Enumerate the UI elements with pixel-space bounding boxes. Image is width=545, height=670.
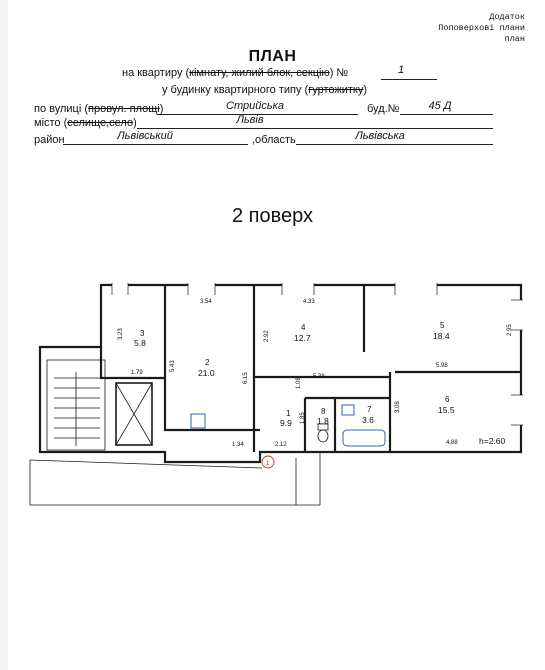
dim-308: 3.08 [395,401,401,413]
apartment-suffix: ) № [329,67,349,79]
ceiling-height: h=2.60 [479,436,506,446]
room-8-number: 8 [321,407,326,416]
street-label-struck: провул. площі [88,103,160,115]
appendix-line-3: план [504,34,525,44]
room-3-number: 3 [140,329,145,338]
window-marks [112,285,521,425]
appendix-line-1: Додаток [489,12,525,22]
dim-543: 5.43 [170,360,176,372]
city-value: Львів [236,114,264,126]
window-sills [112,283,523,425]
outer-wall [40,285,521,462]
dim-538: 5.38 [313,374,325,380]
room-4-area: 12.7 [294,333,311,343]
dim-212: 2.12 [275,442,287,448]
city-label-end: ) [133,117,137,129]
dim-134: 1.34 [232,442,244,448]
room-8-area: 1.8 [317,416,329,426]
room-6-area: 15.5 [438,405,455,415]
entrance-marker-number: 1 [266,461,270,467]
room-5-area: 18.4 [433,331,450,341]
toilet-icon [318,424,328,442]
staircase [47,360,105,450]
exterior-strip [30,452,320,505]
room-1-number: 1 [286,409,291,418]
room-5-number: 5 [440,321,445,330]
elevator-shaft [116,383,152,445]
street-value: Стрийська [226,100,284,112]
building-suffix: ) [363,84,368,96]
floor-title: 2 поверх [231,205,314,227]
dim-185: 1.85 [300,412,306,424]
room-2-number: 2 [205,358,210,367]
plan-title: ПЛАН [248,48,297,65]
dim-323: 3.23 [118,328,124,340]
dim-433: 4.33 [303,299,315,305]
street-label-end: ) [159,103,164,115]
region-value: Львівська [355,130,405,142]
room-1-area: 9.9 [280,418,292,428]
dim-598: 5.98 [436,363,448,369]
washbasin-icon [342,405,354,415]
bathtub-icon [343,430,385,446]
room-2-area: 21.0 [198,368,215,378]
room-4-number: 4 [301,323,306,332]
appendix-line-2: Поповерхові плани [438,23,525,33]
room-7-area: 3.6 [362,415,374,425]
building-value: 45 Д [428,100,452,112]
dim-179: 1.79 [131,370,143,376]
district-label: район [34,134,65,146]
room-7-number: 7 [367,405,372,414]
city-label-start: місто ( [34,117,68,129]
apartment-struck: кімнату, жилий блок, секцію [189,67,330,79]
building-struck: гуртожитку [308,84,364,96]
building-prefix: у будинку квартирного типу ( [162,84,309,96]
dim-292: 2.92 [264,330,270,342]
dim-108: 1.08 [296,377,302,389]
district-value: Львівський [117,130,173,142]
dim-295: 2.95 [507,324,513,336]
sink-fixture [191,414,205,428]
city-label-struck: селище,село [67,117,134,129]
dim-488: 4.88 [446,440,458,446]
room-6-number: 6 [445,395,450,404]
dim-354: 3.54 [200,299,212,305]
dim-615: 6.15 [243,372,249,384]
region-label: ,область [252,134,296,146]
room-3-area: 5.8 [134,338,146,348]
apartment-number: 1 [397,64,405,76]
apartment-prefix: на квартиру ( [122,67,190,79]
partition-walls [101,285,521,452]
building-label: буд.№ [367,103,400,115]
street-label-start: по вулиці ( [34,103,89,115]
